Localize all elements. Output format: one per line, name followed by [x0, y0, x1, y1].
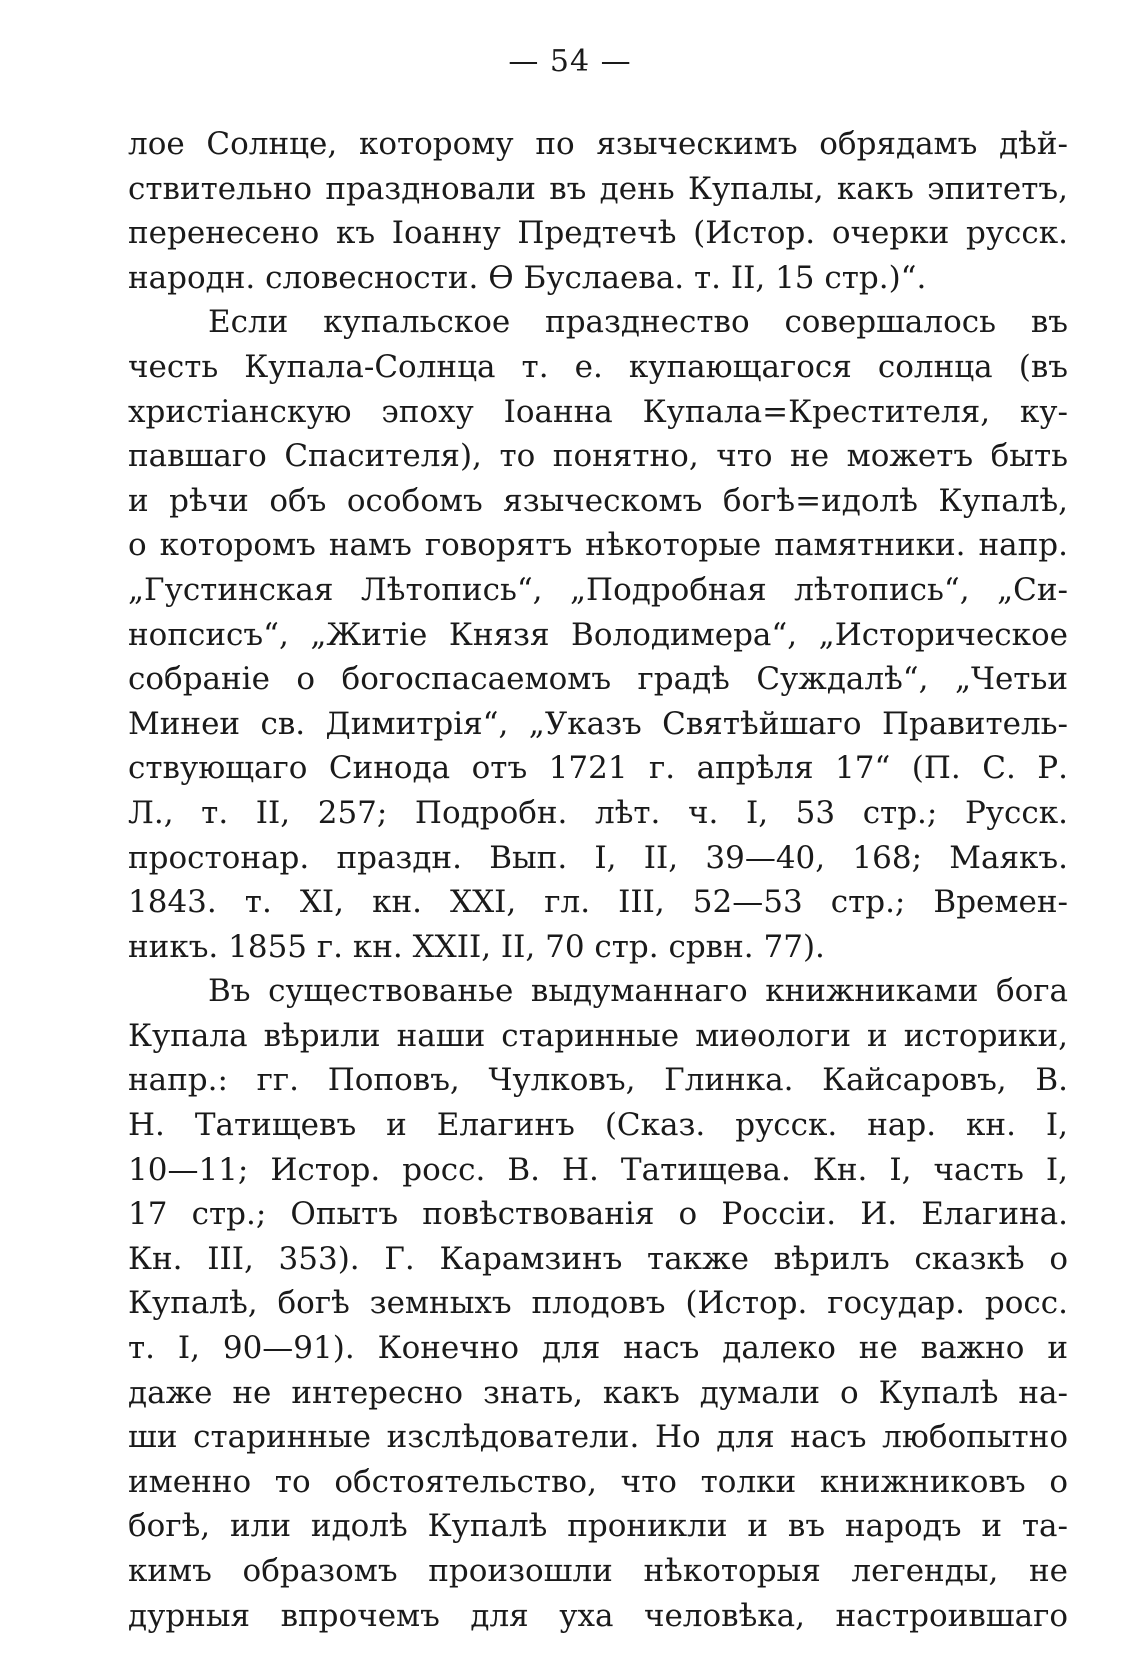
text-line: Минеи св. Димитрія“, „Указъ Святѣйшаго Правитель-	[128, 705, 1068, 742]
text-line: т. I, 90—91). Конечно для насъ далеко не важно и	[128, 1330, 1068, 1367]
text-line: Н. Татищевъ и Елагинъ (Сказ. русск. нар. кн. I,	[128, 1107, 1068, 1144]
text-line: простонар. праздн. Вып. I, II, 39—40, 168; Маякъ.	[128, 839, 1068, 876]
body-text	[128, 122, 1068, 1638]
text-line: Купала вѣрили наши старинные миѳологи и историки,	[128, 1017, 1068, 1054]
text-line: даже не интересно знать, какъ думали о Купалѣ на-	[128, 1374, 1068, 1411]
text-line: о которомъ намъ говорятъ нѣкоторые памятники. напр.	[128, 527, 1068, 564]
text-line: ши старинные изслѣдователи. Но для насъ любопытно	[128, 1419, 1068, 1456]
text-line: честь Купала-Солнца т. е. купающагося солнца (въ	[128, 348, 1068, 385]
text-line: 10—11; Истор. росс. В. Н. Татищева. Кн. I, часть I,	[128, 1151, 1068, 1188]
paragraph-start-line: Если купальское празднество совершалось въ	[208, 304, 1068, 341]
text-line: павшаго Спасителя), то понятно, что не можетъ быть	[128, 438, 1068, 475]
text-line: 17 стр.; Опытъ повѣствованія о Россіи. И. Елагина.	[128, 1196, 1068, 1233]
paragraph-start-line: Въ существованье выдуманнаго книжниками бога	[208, 973, 1068, 1010]
text-line: 1843. т. XI, кн. XXI, гл. III, 52—53 стр.; Времен-	[128, 884, 1068, 921]
text-line: народн. словесности. Ѳ Буслаева. т. II, 15 стр.)“.	[128, 259, 927, 296]
text-line: лое Солнце, которому по языческимъ обрядамъ дѣй-	[128, 126, 1068, 162]
text-line: Купалѣ, богѣ земныхъ плодовъ (Истор. государ. росс.	[128, 1285, 1068, 1322]
text-line: кимъ образомъ произошли нѣкоторыя легенды, не	[128, 1553, 1068, 1589]
text-line: христіанскую эпоху Іоанна Купала=Крестителя, ку-	[128, 393, 1068, 430]
text-line: богѣ, или идолѣ Купалѣ проникли и въ народъ и та-	[128, 1508, 1068, 1545]
text-line: дурныя впрочемъ для уха человѣка, настроившаго	[128, 1597, 1068, 1634]
text-line: ствительно праздновали въ день Купалы, какъ эпитетъ,	[128, 170, 1068, 207]
page-number: — 54 —	[508, 44, 632, 79]
text-line: перенесено къ Іоанну Предтечѣ (Истор. очерки русск.	[128, 215, 1068, 252]
text-line: собраніе о богоспасаемомъ градѣ Суждалѣ“, „Четьи	[128, 661, 1068, 698]
text-line: ствующаго Синода отъ 1721 г. апрѣля 17“ (П. С. Р.	[128, 750, 1068, 787]
text-line: именно то обстоятельство, что толки книжниковъ о	[128, 1463, 1068, 1500]
text-line: напр.: гг. Поповъ, Чулковъ, Глинка. Кайсаровъ, В.	[128, 1062, 1068, 1099]
text-line: никъ. 1855 г. кн. XXII, II, 70 стр. срвн. 77).	[128, 928, 825, 965]
text-line: и рѣчи объ особомъ языческомъ богѣ=идолѣ Купалѣ,	[128, 482, 1068, 519]
text-line: Л., т. II, 257; Подробн. лѣт. ч. I, 53 стр.; Русск.	[128, 794, 1068, 831]
text-line: Кн. III, 353). Г. Карамзинъ также вѣрилъ сказкѣ о	[128, 1240, 1068, 1277]
text-line: нопсисъ“, „Житіе Князя Володимера“, „Историческое	[128, 616, 1068, 653]
text-line: „Густинская Лѣтопись“, „Подробная лѣтопись“, „Си-	[128, 571, 1068, 608]
